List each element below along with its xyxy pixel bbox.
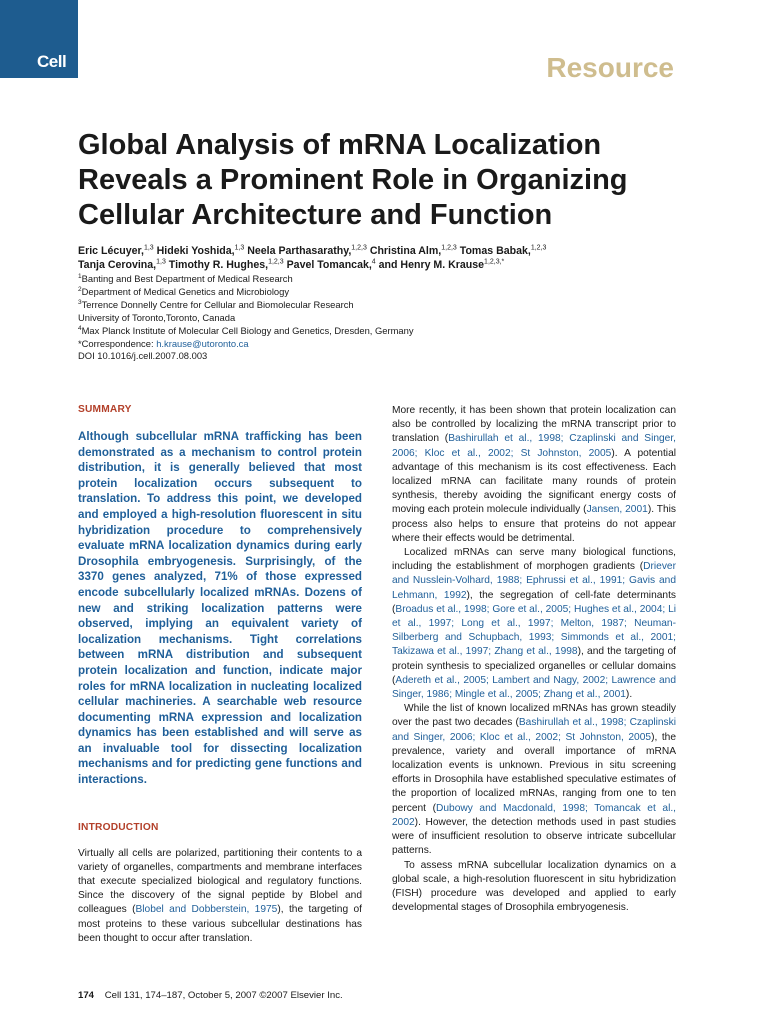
correspondence-email-link[interactable]: h.krause@utoronto.ca (156, 337, 249, 349)
author[interactable]: Eric Lécuyer,$^{1,3}$ (78, 244, 154, 257)
author[interactable]: Tomas Babak,$^{1,2,3}$ (459, 244, 547, 257)
author[interactable]: Timothy R. Hughes,$^{1,2,3}$ (168, 258, 284, 271)
citation-link[interactable]: Jansen, 2001 (586, 504, 648, 516)
author[interactable]: Hideki Yoshida,$^{1,3}$ (156, 244, 245, 257)
affiliation: University of Toronto,Toronto, Canada (78, 311, 236, 323)
citation-link[interactable]: Adereth et al., 2005; Lambert and Nagy, 2002; Lawrence and Singer, 1986; Mingle et al., 2005; Zhang et al., 2001 (392, 674, 676, 701)
journal-logo: Cell (37, 52, 67, 71)
citation-link[interactable]: Dubowy and Macdonald, 1998; Tomancak et al., 2002 (392, 802, 677, 828)
body-text (392, 404, 676, 915)
doi[interactable]: DOI 10.1016/j.cell.2007.08.003 (78, 350, 208, 362)
left-column (78, 404, 362, 946)
paragraph: More recently, it has been shown that protein localization can also be controlled by localizing the mRNA transcript prior to translation (Bashirullah et al., 1998; Czaplinski and Singer, 2006; Kloc et al., 2002; St Johnston, 2005). A potential advantage of this mechanism is its cost effectiveness. Each localized mRNA can facilitate many rounds of protein synthesis, thereby avoiding the significant energy costs of moving each protein molecule individually (Jansen, 2001). This process also helps to ensure that proteins do not appear where their effects would be detrimental. (392, 405, 676, 544)
paragraph: Localized mRNAs can serve many biological functions, including the establishment of morphogen gradients (Driever and Nusslein-Volhard, 1988; Ephrussi et al., 1991; Gavis and Lehmann, 1992), the segregation of cell-fate determinants (Broadus et al., 1998; Gore et al., 2005; Hughes et al., 2004; Li et al., 1997; Long et al., 1997; Melton, 1987; Neuman-Silberberg and Schupbach, 1993; Simmonds et al., 2001; Takizawa et al., 1997; Zhang et al., 1998), and the targeting of protein synthesis to specialized organelles or cellular domains (Adereth et al., 2005; Lambert and Nagy, 2002; Lawrence and Singer, 1986; Mingle et al., 2005; Zhang et al., 2001). (392, 547, 676, 701)
introduction-heading: INTRODUCTION (78, 821, 159, 833)
citation-link[interactable]: Bashirullah et al., 1998; Czaplinski and Singer, 2006; Kloc et al., 2002; St Johnston, 2005 (392, 717, 677, 743)
affiliation: $^3$Terrence Donnelly Centre for Cellular and Biomolecular Research (78, 298, 354, 310)
page-footer (78, 990, 343, 1001)
affiliations (78, 273, 698, 363)
page-number: 174 (78, 990, 95, 1001)
author[interactable]: Pavel Tomancak,$^4$ (286, 258, 376, 271)
author[interactable]: Christina Alm,$^{1,2,3}$ (369, 244, 457, 257)
citation-link[interactable]: Bashirullah et al., 1998; Czaplinski and Singer, 2006; Kloc et al., 2002; St Johnston, 2005 (392, 433, 676, 459)
affiliation: $^1$Banting and Best Department of Medical Research (78, 272, 293, 284)
affiliation: $^2$Department of Medical Genetics and Microbiology (78, 285, 290, 297)
author-list (78, 244, 698, 272)
correspondence: *Correspondence: h.krause@utoronto.ca (78, 337, 249, 349)
paragraph: While the list of known localized mRNAs has grown steadily over the past two decades (Bashirullah et al., 1998; Czaplinski and Singer, 2006; Kloc et al., 2002; St Johnston, 2005), the prevalence, variety and overall importance of mRNA localization events is unknown. Previous in situ screening efforts in Drosophila have established speculative estimates of the proportion of localized mRNAs, ranging from one to ten percent (Dubowy and Macdonald, 1998; Tomancak et al., 2002). However, the detection methods used in past studies were of insufficient resolution to observe intricate subcellular patterns. (392, 703, 677, 857)
paragraph: To assess mRNA subcellular localization dynamics on a global scale, a high-resolution fluorescent in situ hybridization (FISH) procedure was developed and applied to early developmental stages of Drosophila embryogenesis. (392, 859, 676, 914)
article-title: Global Analysis of mRNA Localization Reveals a Prominent Role in Organizing Cellular Architecture and Function (78, 129, 628, 231)
citation-link[interactable]: Broadus et al., 1998; Gore et al., 2005; Hughes et al., 2004; Li et al., 1997; Long et al., 1997; Melton, 1987; Neuman-Silberberg and Schupbach, 1993; Simmonds et al., 2001; Takizawa et al., 1997; Zhang et al., 1998 (392, 603, 676, 658)
affiliation: $^4$Max Planck Institute of Molecular Cell Biology and Genetics, Dresden, Germany (78, 324, 414, 336)
right-column (392, 404, 676, 915)
journal-logo-box (0, 0, 78, 78)
summary-text: Although subcellular mRNA trafficking has been demonstrated as a mechanism to control protein distribution, it is generally believed that most protein localization occurs subsequent to translation. To address this point, we developed and employed a high-resolution fluorescent in situ hybridization procedure to comprehensively evaluate mRNA localization dynamics during early Drosophila embryogenesis. Surprisingly, of the 3370 genes analyzed, 71% of those expressed encode subcellularly localized mRNAs. Dozens of new and striking localization patterns were observed, implying an equivalent variety of localization mechanisms. Tight correlations between mRNA distribution and subsequent protein localization and function, indicate major roles for mRNA localization in nucleating localized cellular machineries. A searchable web resource documenting mRNA expression and localization dynamics has been established and will serve as an invaluable tool for dissecting localization mechanisms and for predicting gene functions and interactions. (78, 430, 362, 787)
introduction-text: Virtually all cells are polarized, partitioning their contents to a variety of organelles, compartments and membrane interfaces that execute specialized biological and regulatory functions. Since the discovery of the signal peptide by Blobel and colleagues (Blobel and Dobberstein, 1975), the targeting of most proteins to these various subcellular destinations has been thought to occur after translation. (78, 847, 363, 944)
author[interactable]: and Henry M. Krause$^{1,2,3,*}$ (378, 258, 505, 271)
citation-link[interactable]: Blobel and Dobberstein, 1975 (135, 904, 278, 916)
author[interactable]: Tanja Cerovina,$^{1,3}$ (78, 258, 166, 271)
journal-citation: Cell 131, 174–187, October 5, 2007 ©2007 Elsevier Inc. (104, 990, 343, 1001)
author[interactable]: Neela Parthasarathy,$^{1,2,3}$ (247, 244, 367, 257)
section-label: Resource (546, 52, 674, 83)
citation-link[interactable]: Driever and Nusslein-Volhard, 1988; Ephrussi et al., 1991; Gavis and Lehmann, 1992 (392, 561, 676, 601)
summary-heading: SUMMARY (78, 404, 132, 415)
